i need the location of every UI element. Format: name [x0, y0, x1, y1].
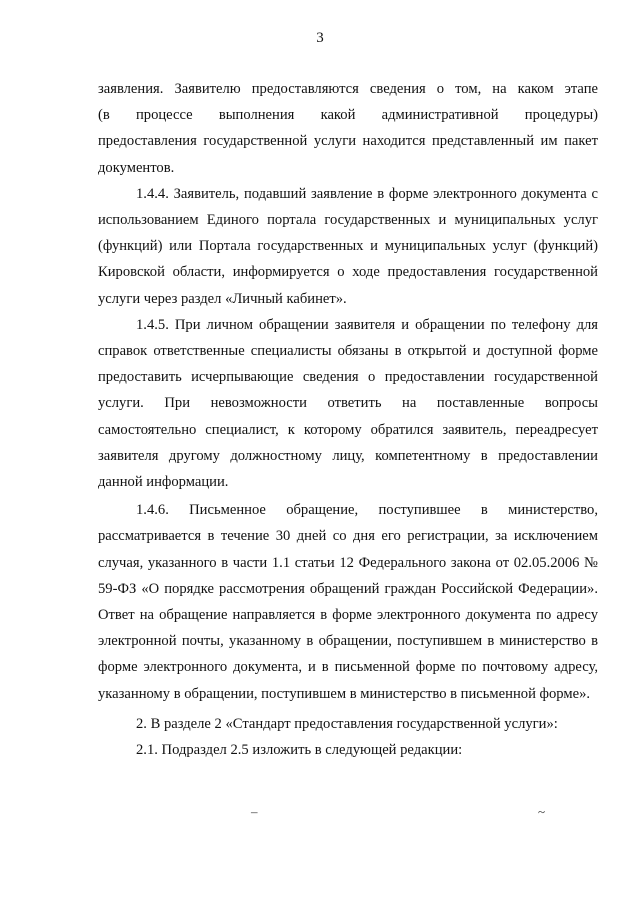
paragraph-1-4-4: 1.4.4. Заявитель, подавший заявление в форме электронного документа с использованием Единого портала государственных и муниципальных услуг (функций) или Портала государственных и муниципальных услуг (функций) Кировской области, информируется о ходе предоставления государственной услуги через раздел «Личный кабинет».	[98, 185, 598, 307]
paragraph-subsection-2-1: 2.1. Подраздел 2.5 изложить в следующей редакции:	[136, 742, 463, 759]
paragraph-1-4-6: 1.4.6. Письменное обращение, поступившее в министерство, рассматривается в течение 30 дней со дня его регистрации, за исключением случая, указанного в части 1.1 статьи 12 Федерального закона от 02.05.2006 № 59-ФЗ «О порядке рассмотрения обращений граждан Российской Федерации». Ответ на обращение направляется в форме электронного документа по адресу электронной почты, указанному в обращении, поступившем в министерство в форме электронного документа, и в письменной форме по почтовому адресу, указанному в обращении, поступившем в министерство в письменной форме».	[98, 502, 598, 702]
paragraph-1-4-5: 1.4.5. При личном обращении заявителя и обращении по телефону для справок ответственные специалисты обязаны в открытой и доступной форме предоставить исчерпывающие сведения о предоставлении государственной услуги. При невозможности ответить на поставленные вопросы самостоятельно специалист, к которому обратился заявитель, переадресует заявителя другому должностному лицу, компетентному в предоставлении данной информации.	[98, 316, 598, 491]
paragraph-line: заявления. Заявителю предоставляются сведения о том, на каком этапе	[98, 81, 598, 97]
scan-mark-right: ~	[538, 804, 546, 819]
paragraph-continuation	[98, 76, 598, 181]
paragraph-line: (в процессе выполнения какой административной процедуры)	[98, 107, 598, 124]
scan-mark-left: –	[251, 804, 258, 819]
paragraph-tail: предоставления государственной услуги находится представленный им пакет документов.	[98, 133, 598, 176]
document-body	[98, 76, 598, 763]
paragraph-section-2: 2. В разделе 2 «Стандарт предоставления государственной услуги»:	[136, 715, 558, 732]
page-number: 3	[316, 30, 324, 46]
